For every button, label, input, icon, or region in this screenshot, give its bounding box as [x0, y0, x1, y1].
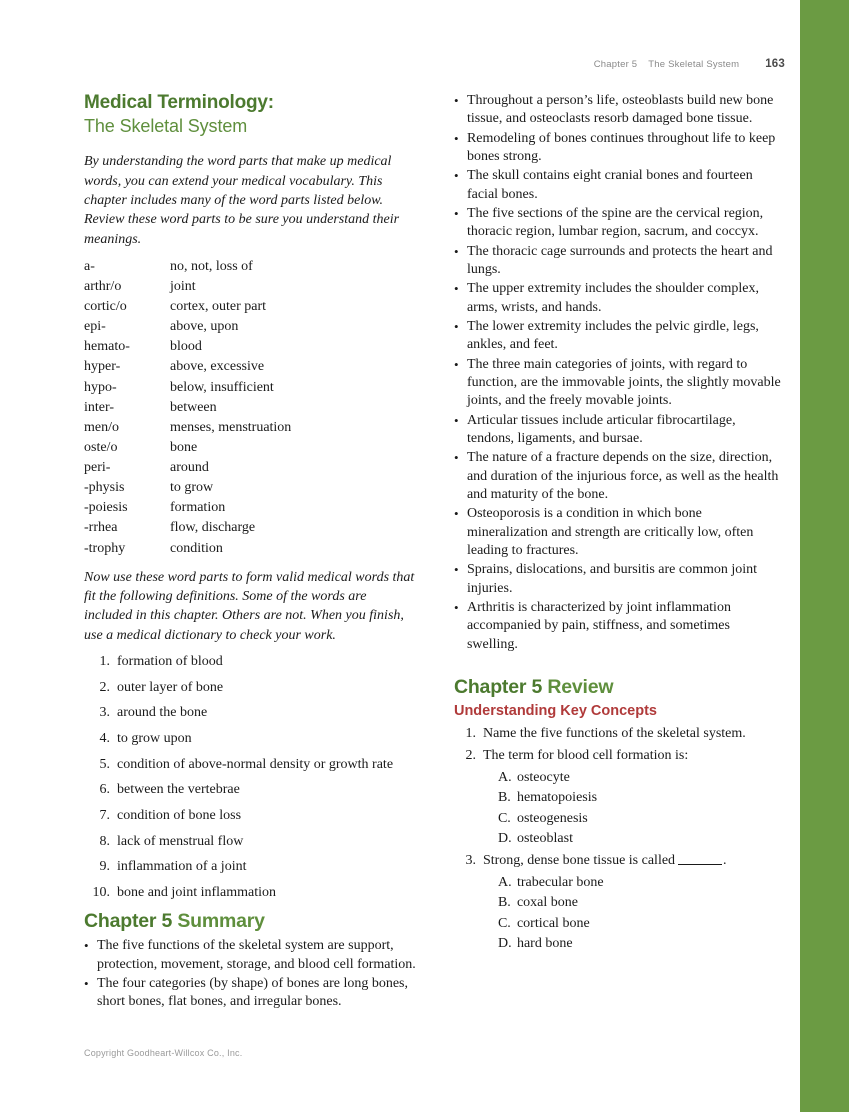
- left-column: [84, 92, 418, 1013]
- summary-bullet: [454, 92, 784, 129]
- summary-bullet: [454, 599, 784, 654]
- review-choice[interactable]: [454, 809, 784, 828]
- summary-bullet-text: The thoracic cage surrounds and protects the heart and lungs.: [466, 243, 773, 277]
- review-question-line: [454, 747, 784, 765]
- right-column: [454, 92, 784, 957]
- word-part-term: -poiesis: [84, 500, 128, 516]
- review-choice[interactable]: [454, 768, 784, 787]
- review-question-line: [454, 725, 784, 743]
- word-part-row: [84, 478, 291, 498]
- review-choice-list: [454, 873, 784, 954]
- definition-item-number: 8.: [99, 833, 110, 849]
- summary-bullet: [454, 205, 784, 242]
- word-part-definition: no, not, loss of: [170, 258, 253, 274]
- review-question: [454, 747, 784, 848]
- summary-bullet: [454, 130, 784, 167]
- review-choice-text: osteocyte: [516, 769, 570, 785]
- summary-bullet-text: The skull contains eight cranial bones and fourteen facial bones.: [466, 168, 753, 202]
- review-choice[interactable]: [454, 788, 784, 807]
- summary-bullet: [454, 318, 784, 355]
- summary-bullet-list-continued: [454, 92, 784, 654]
- review-question: [454, 725, 784, 743]
- word-part-term: oste/o: [84, 439, 118, 455]
- page-number: 163: [765, 58, 785, 70]
- medical-terminology-subtitle: The Skeletal System: [84, 116, 248, 137]
- definition-item-text: between the vertebrae: [117, 782, 240, 798]
- running-head-chapter: Chapter 5: [593, 59, 638, 70]
- review-question-body: [483, 747, 688, 765]
- review-question-number: 3.: [465, 853, 476, 869]
- word-part-term: epi-: [84, 319, 106, 335]
- word-part-row: [84, 378, 291, 398]
- bullet-dot-icon: •: [453, 599, 459, 615]
- review-choice[interactable]: [454, 934, 784, 953]
- definition-item-number: 6.: [99, 782, 110, 798]
- fill-in-blank[interactable]: [678, 864, 722, 865]
- definition-item-number: 10.: [92, 885, 110, 901]
- review-choice-letter: B.: [497, 895, 511, 911]
- review-choice[interactable]: [454, 893, 784, 912]
- medical-terminology-intro: By understanding the word parts that make up medical words, you can extend your medical vocabulary. This chapter includes many of the word parts listed below. Review these word parts to be sure you understand their meanings.: [84, 154, 400, 247]
- summary-bullet-text: The three main categories of joints, with regard to function, are the immovable joints, the slightly movable joints, and the freely movable joints.: [466, 356, 781, 409]
- word-part-row: [84, 438, 291, 458]
- summary-bullet-text: Arthritis is characterized by joint inflammation accompanied by pain, stiffness, and sometimes swelling.: [466, 599, 731, 652]
- copyright-footer: Copyright Goodheart-Willcox Co., Inc.: [84, 1048, 243, 1058]
- definition-exercise-list: [84, 653, 418, 902]
- review-choice-text: osteoblast: [516, 831, 573, 847]
- column-container: [84, 92, 784, 1013]
- word-part-row: [84, 337, 291, 357]
- word-part-row: [84, 257, 291, 277]
- review-heading: [454, 676, 784, 699]
- review-question-number: 2.: [465, 748, 476, 764]
- summary-heading-chapter: Chapter 5: [84, 909, 173, 932]
- word-part-row: [84, 297, 291, 317]
- word-part-row: [84, 539, 291, 559]
- definition-item-number: 3.: [99, 705, 110, 721]
- bullet-dot-icon: •: [453, 356, 459, 372]
- review-choice-letter: C.: [497, 810, 511, 826]
- word-part-definition: above, upon: [170, 319, 239, 335]
- review-choice-text: hard bone: [516, 936, 573, 952]
- word-part-row: [84, 357, 291, 377]
- definition-item: [84, 679, 418, 697]
- word-part-term: arthr/o: [84, 278, 122, 294]
- review-choice-text: osteogenesis: [516, 810, 588, 826]
- definition-item-text: bone and joint inflammation: [117, 885, 277, 901]
- summary-bullet: [84, 937, 418, 974]
- bullet-dot-icon: •: [453, 130, 459, 146]
- definition-item-text: inflammation of a joint: [117, 859, 247, 875]
- page-edge-bar: [800, 0, 849, 1112]
- review-question-text-after-blank: .: [723, 853, 727, 869]
- summary-bullet-text: Sprains, dislocations, and bursitis are common joint injuries.: [466, 562, 758, 596]
- definition-item: [84, 807, 418, 825]
- definition-item: [84, 704, 418, 722]
- definition-item-text: condition of bone loss: [117, 808, 242, 824]
- definition-item: [84, 756, 418, 774]
- medical-terminology-title: Medical Terminology:: [84, 92, 274, 113]
- word-part-definition: to grow: [170, 480, 214, 496]
- summary-bullet-text: Osteoporosis is a condition in which bone mineralization and strength are critically low, often leading to fractures.: [466, 506, 754, 558]
- definition-item-text: around the bone: [117, 705, 208, 721]
- review-question-number: 1.: [465, 725, 476, 741]
- word-part-term: -rrhea: [84, 520, 118, 536]
- definition-item-number: 2.: [99, 679, 110, 695]
- review-heading-label: Review: [542, 675, 614, 698]
- definition-item: [84, 833, 418, 851]
- word-part-definition: bone: [170, 439, 198, 455]
- summary-bullet: [84, 975, 418, 1012]
- definition-item-number: 7.: [99, 808, 110, 824]
- summary-bullet: [454, 356, 784, 411]
- definition-item-number: 1.: [99, 653, 110, 669]
- summary-bullet-text: The nature of a fracture depends on the size, direction, and duration of the injurious force, as well as the health and maturity of the bone.: [466, 450, 779, 502]
- summary-bullet: [454, 280, 784, 317]
- review-choice-letter: C.: [497, 915, 511, 931]
- summary-bullet-text: Remodeling of bones continues throughout life to keep bones strong.: [466, 130, 776, 164]
- bullet-dot-icon: •: [453, 506, 459, 522]
- word-part-definition: menses, menstruation: [170, 419, 292, 435]
- running-head-title: The Skeletal System: [648, 59, 740, 70]
- review-choice-letter: D.: [497, 936, 512, 952]
- summary-bullet-text: Throughout a person’s life, osteoblasts build new bone tissue, and osteoclasts resorb damaged bone tissue.: [466, 93, 774, 127]
- summary-heading-label: Summary: [172, 909, 265, 932]
- review-choice-text: cortical bone: [516, 915, 590, 931]
- word-part-term: inter-: [84, 399, 115, 415]
- review-question-text: Strong, dense bone tissue is called: [482, 853, 676, 869]
- review-choice-text: hematopoiesis: [516, 790, 598, 806]
- word-part-row: [84, 398, 291, 418]
- bullet-dot-icon: •: [84, 975, 89, 991]
- word-part-term: hemato-: [84, 339, 130, 355]
- review-choice-letter: D.: [497, 831, 512, 847]
- definition-item-number: 9.: [99, 859, 110, 875]
- word-part-definition: above, excessive: [170, 359, 265, 375]
- review-subheading: Understanding Key Concepts: [453, 703, 657, 720]
- definition-item-text: formation of blood: [117, 653, 223, 669]
- word-part-definition: condition: [170, 540, 223, 556]
- summary-bullet: [454, 243, 784, 280]
- review-choice[interactable]: [454, 914, 784, 933]
- bullet-dot-icon: •: [453, 562, 459, 578]
- definition-item-text: outer layer of bone: [117, 679, 224, 695]
- summary-bullet-text: The lower extremity includes the pelvic girdle, legs, ankles, and feet.: [466, 318, 759, 353]
- review-choice[interactable]: [454, 829, 784, 848]
- running-head: [594, 58, 785, 70]
- bullet-dot-icon: •: [84, 938, 89, 954]
- page-body: [84, 92, 784, 1013]
- word-part-definition: blood: [170, 339, 202, 355]
- word-part-term: -physis: [84, 480, 125, 496]
- definition-item-text: to grow upon: [117, 731, 192, 747]
- bullet-dot-icon: •: [453, 168, 459, 184]
- definition-item: [84, 730, 418, 748]
- bullet-dot-icon: •: [453, 205, 459, 221]
- summary-heading: [84, 910, 418, 933]
- word-part-row: [84, 458, 291, 478]
- review-choice-letter: A.: [497, 874, 512, 890]
- definition-item: [84, 653, 418, 671]
- word-part-definition: formation: [170, 500, 226, 516]
- review-question-line: [454, 852, 784, 870]
- word-part-term: men/o: [84, 419, 119, 435]
- word-part-term: peri-: [84, 460, 111, 476]
- bullet-dot-icon: •: [453, 412, 459, 428]
- summary-bullet-text: Articular tissues include articular fibrocartilage, tendons, ligaments, and bursae.: [466, 412, 736, 446]
- word-parts-table: [84, 257, 291, 559]
- review-choice[interactable]: [454, 873, 784, 892]
- bullet-dot-icon: •: [453, 318, 459, 334]
- review-choice-letter: B.: [497, 790, 511, 806]
- bullet-dot-icon: •: [453, 93, 459, 108]
- word-part-definition: flow, discharge: [170, 520, 256, 536]
- word-part-row: [84, 518, 291, 538]
- word-part-term: hypo-: [84, 379, 117, 395]
- review-choice-list: [454, 768, 784, 849]
- review-choice-letter: A.: [497, 769, 512, 785]
- review-question-text: The term for blood cell formation is:: [482, 748, 689, 764]
- word-part-row: [84, 418, 291, 438]
- word-part-definition: joint: [170, 278, 196, 294]
- word-part-term: a-: [84, 258, 95, 274]
- review-question-list: [454, 725, 784, 954]
- definition-item: [84, 781, 418, 799]
- word-parts-table-body: [84, 257, 291, 559]
- bullet-dot-icon: •: [453, 281, 459, 297]
- summary-bullet-text: The five functions of the skeletal system are support, protection, movement, storage, and blood cell formation.: [97, 938, 416, 972]
- summary-bullet: [454, 412, 784, 449]
- word-part-row: [84, 498, 291, 518]
- review-choice-text: coxal bone: [516, 895, 578, 911]
- word-part-row: [84, 317, 291, 337]
- review-choice-text: trabecular bone: [516, 874, 604, 890]
- definition-item: [84, 884, 418, 902]
- summary-bullet-text: The upper extremity includes the shoulder complex, arms, wrists, and hands.: [466, 281, 759, 315]
- word-part-definition: between: [170, 399, 217, 415]
- review-question-body: [483, 725, 746, 743]
- review-question-text: Name the five functions of the skeletal system.: [482, 725, 746, 741]
- summary-bullet: [454, 505, 784, 560]
- summary-bullet-text: The four categories (by shape) of bones are long bones, short bones, flat bones, and irregular bones.: [97, 975, 409, 1010]
- definition-item: [84, 858, 418, 876]
- summary-bullet: [454, 167, 784, 204]
- definition-item-number: 5.: [99, 756, 110, 772]
- word-part-definition: below, insufficient: [170, 379, 274, 395]
- word-part-term: hyper-: [84, 359, 121, 375]
- review-heading-chapter: Chapter 5: [453, 675, 543, 698]
- review-question-body: [483, 852, 727, 870]
- summary-bullet-list: [84, 937, 418, 1011]
- word-part-term: cortic/o: [84, 299, 127, 315]
- word-part-row: [84, 277, 291, 297]
- summary-bullet: [454, 561, 784, 598]
- definition-item-text: lack of menstrual flow: [117, 833, 244, 849]
- bullet-dot-icon: •: [453, 450, 459, 466]
- word-part-definition: cortex, outer part: [170, 299, 267, 315]
- review-question: [454, 852, 784, 953]
- bullet-dot-icon: •: [453, 243, 459, 259]
- word-part-term: -trophy: [84, 540, 126, 556]
- exercise-instructions: Now use these word parts to form valid medical words that fit the following definitions. Some of the words are included in this chapter. Others are not. When you finish, use a medical dictionary to check your work.: [84, 569, 415, 643]
- word-part-definition: around: [170, 460, 209, 476]
- summary-bullet: [454, 449, 784, 504]
- definition-item-number: 4.: [99, 731, 110, 747]
- definition-item-text: condition of above-normal density or growth rate: [117, 756, 394, 772]
- summary-bullet-text: The five sections of the spine are the cervical region, thoracic region, lumbar region, sacrum, and coccyx.: [466, 205, 764, 240]
